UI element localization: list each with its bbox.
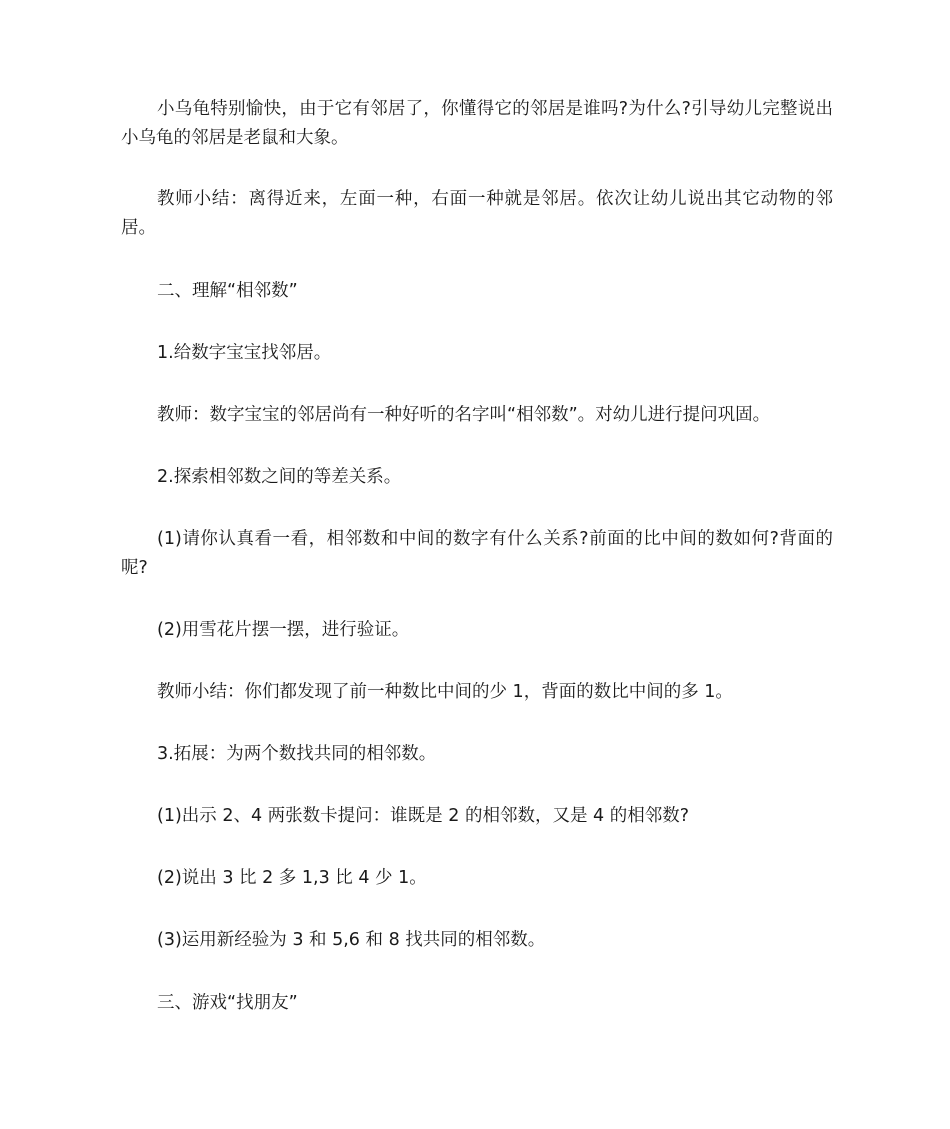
step-find-neighbors: 1.给数字宝宝找邻居。 [157,343,332,363]
substep-show-cards: (1)出示 2、4 两张数卡提问：谁既是 2 的相邻数，又是 4 的相邻数? [157,806,689,826]
section-heading-adjacent-numbers: 二、理解“相邻数” [157,281,298,301]
substep-apply: (3)运用新经验为 3 和 5,6 和 8 找共同的相邻数。 [157,930,546,950]
step-explore-relation: 2.探索相邻数之间的等差关系。 [157,467,402,487]
substep-state-relation: (2)说出 3 比 2 多 1,3 比 4 少 1。 [157,868,427,888]
substep-observe: (1)请你认真看一看，相邻数和中间的数字有什么关系?前面的比中间的数如何?背面的呢? [121,529,833,578]
section-heading-game: 三、游戏“找朋友” [157,993,298,1013]
paragraph-teacher-summary-difference: 教师小结：你们都发现了前一种数比中间的少 1，背面的数比中间的多 1。 [157,682,733,702]
paragraph-turtle-neighbors: 小乌龟特别愉快，由于它有邻居了，你懂得它的邻居是谁吗?为什么?引导幼儿完整说出小乌龟的邻居是老鼠和大象。 [121,99,833,148]
substep-verify: (2)用雪花片摆一摆，进行验证。 [157,620,410,640]
paragraph-teacher-summary-neighbors: 教师小结：离得近来，左面一种，右面一种就是邻居。依次让幼儿说出其它动物的邻居。 [121,189,833,238]
paragraph-teacher-adjacent-name: 教师：数字宝宝的邻居尚有一种好听的名字叫“相邻数”。对幼儿进行提问巩固。 [157,405,771,425]
step-extend: 3.拓展：为两个数找共同的相邻数。 [157,744,437,764]
